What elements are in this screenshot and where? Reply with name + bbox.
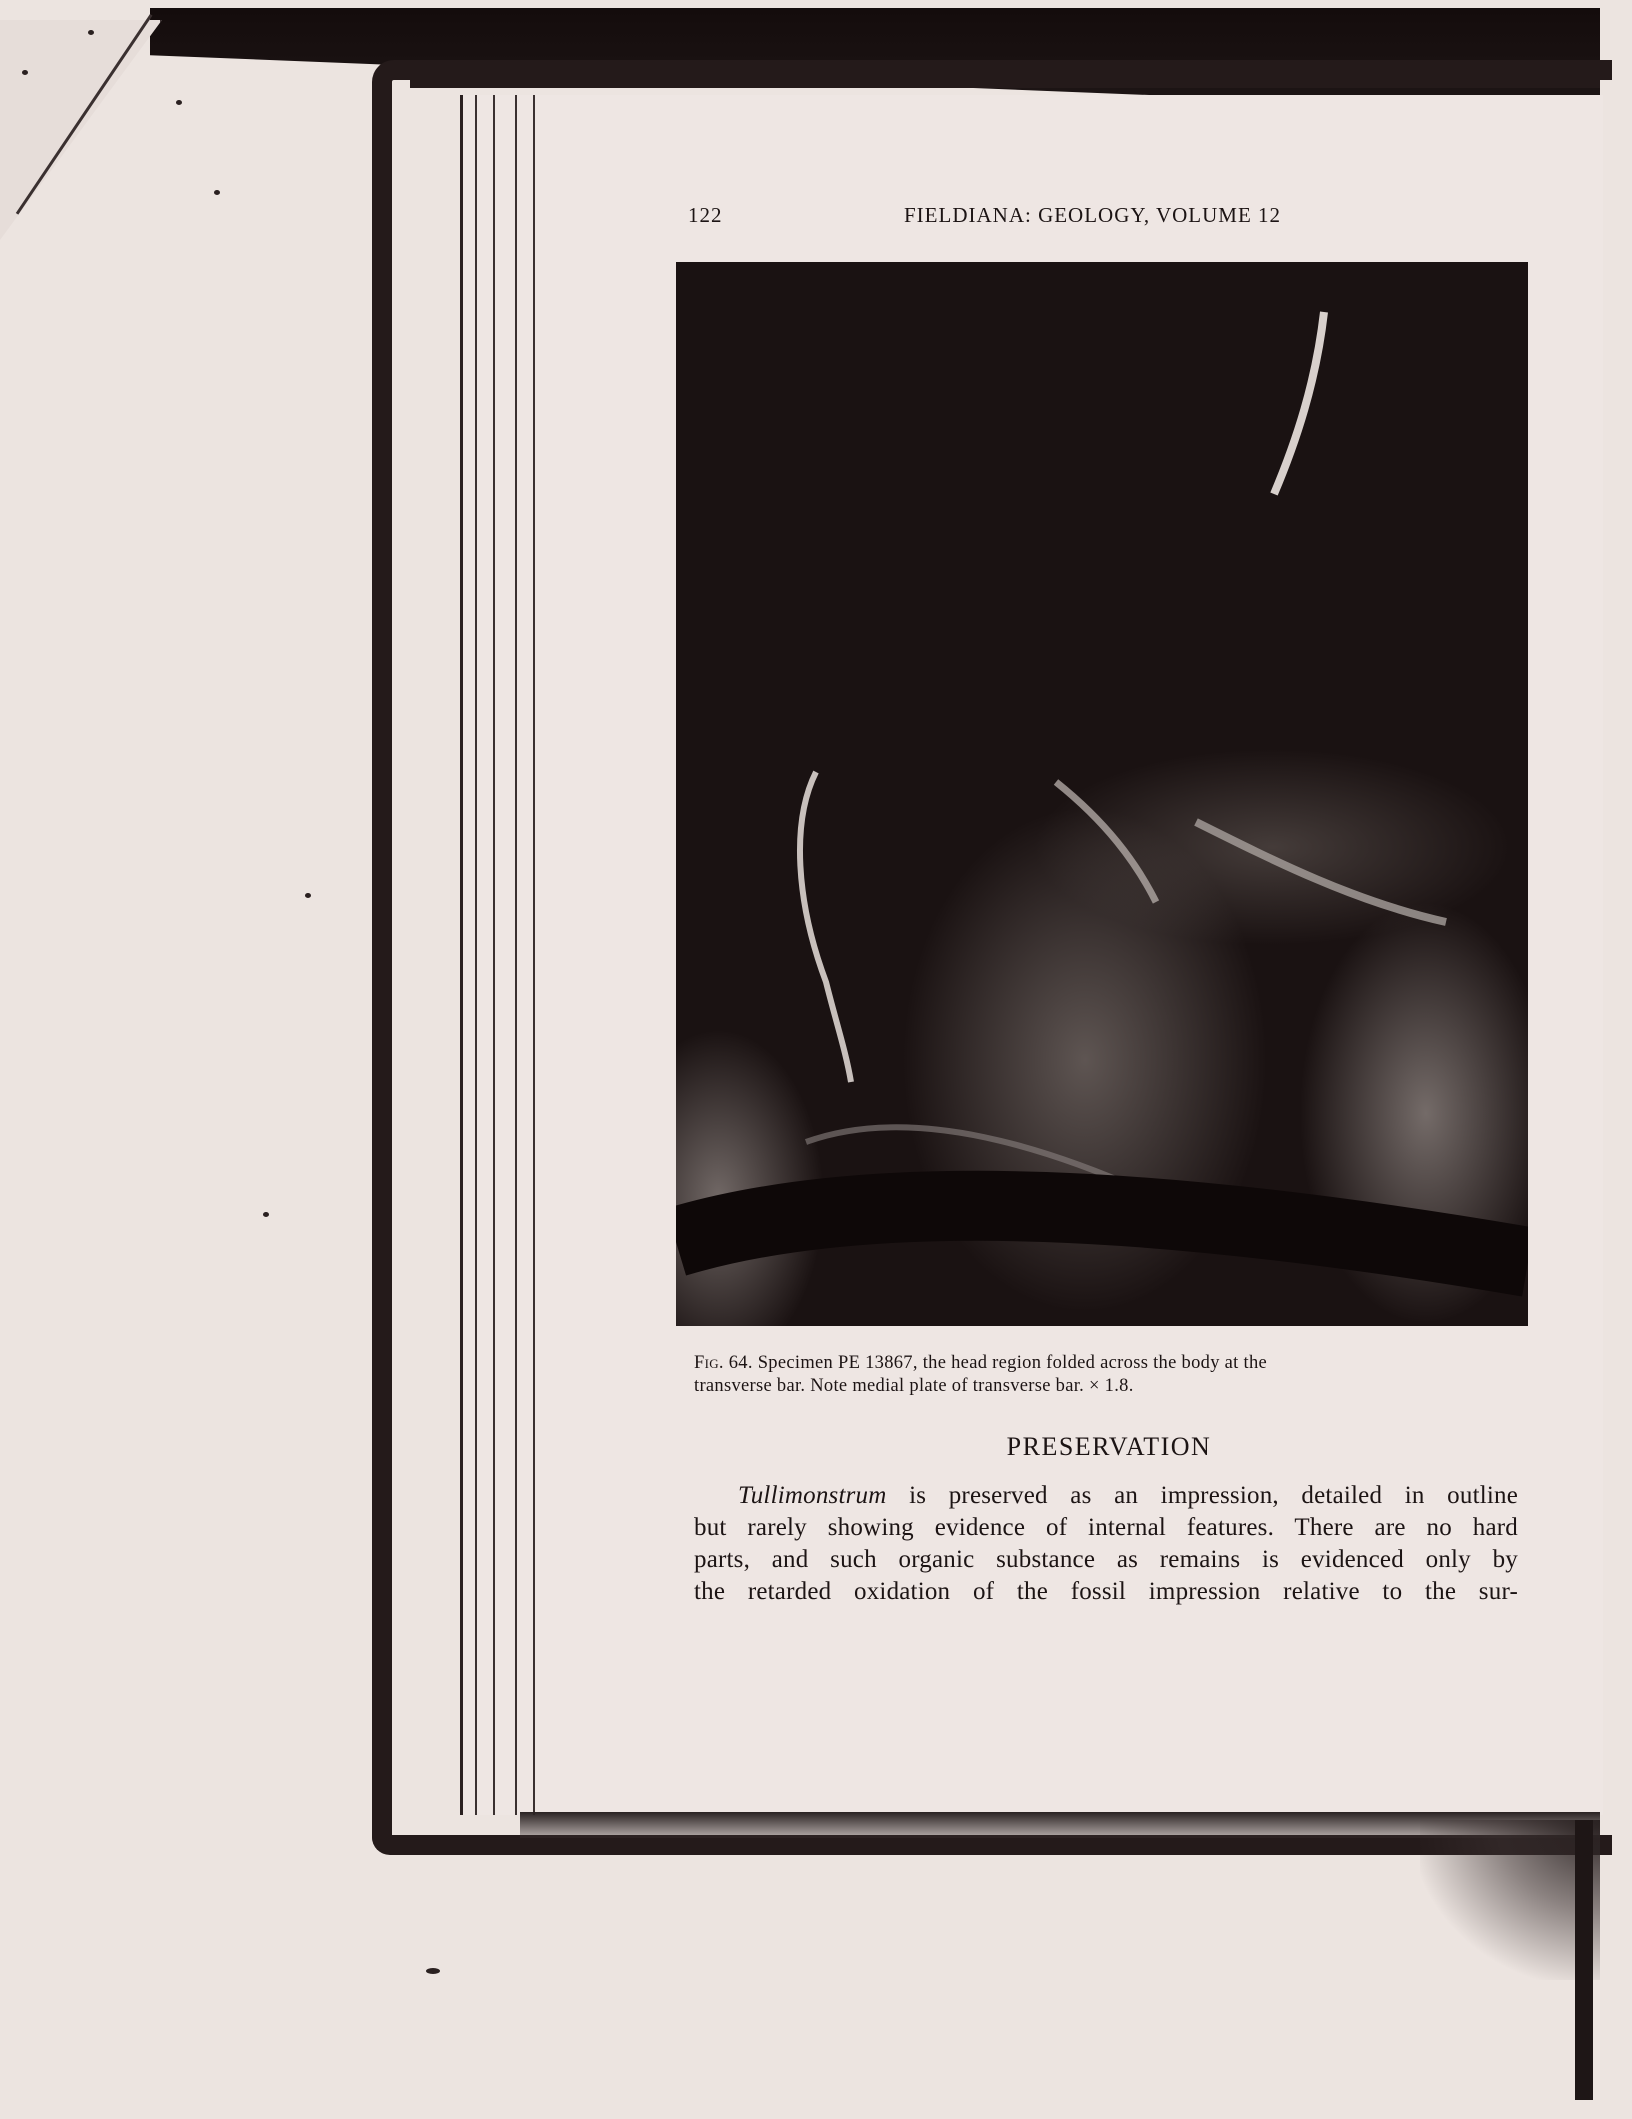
paragraph-line [694,1480,1518,1512]
page-edge-line [475,95,477,1815]
caption-line-1: Specimen PE 13867, the head region folded across the body at the [757,1353,1268,1373]
dust-speck [305,893,311,898]
dust-speck [263,1212,269,1217]
caption-line-2: transverse bar. Note medial plate of transverse bar. × 1.8. [694,1376,1134,1396]
page-edge-line [533,95,535,1815]
figure-label: Fig. 64. [694,1353,753,1373]
fossil-specimen-photo [676,262,1528,1326]
corner-shadow [1420,1820,1600,1980]
fossil-photo-highlights [676,262,1528,1326]
paragraph-line: but rarely showing evidence of internal features. There are no hard [694,1514,1518,1541]
folded-corner [0,20,162,240]
dust-speck [426,1968,440,1974]
running-title: FIELDIANA: GEOLOGY, VOLUME 12 [904,203,1282,227]
body-paragraph [694,1480,1518,1608]
dust-speck [214,190,220,195]
page-edge-line [493,95,495,1815]
paragraph-line: parts, and such organic substance as remains is evidenced only by [694,1546,1518,1573]
figure-caption [694,1352,1524,1398]
dust-speck [88,30,94,35]
paragraph-line-text: is preserved as an impression, detailed in outline [886,1482,1518,1509]
paragraph-line: the retarded oxidation of the fossil impression relative to the sur- [694,1578,1518,1605]
dust-speck [22,70,28,75]
running-head [688,203,1328,228]
dust-speck [176,100,182,105]
section-heading: PRESERVATION [1006,1432,1212,1461]
page-edge-line [515,95,517,1815]
binding-right-edge [1575,1820,1593,2100]
genus-name: Tullimonstrum [738,1482,887,1509]
page-number: 122 [688,203,723,227]
